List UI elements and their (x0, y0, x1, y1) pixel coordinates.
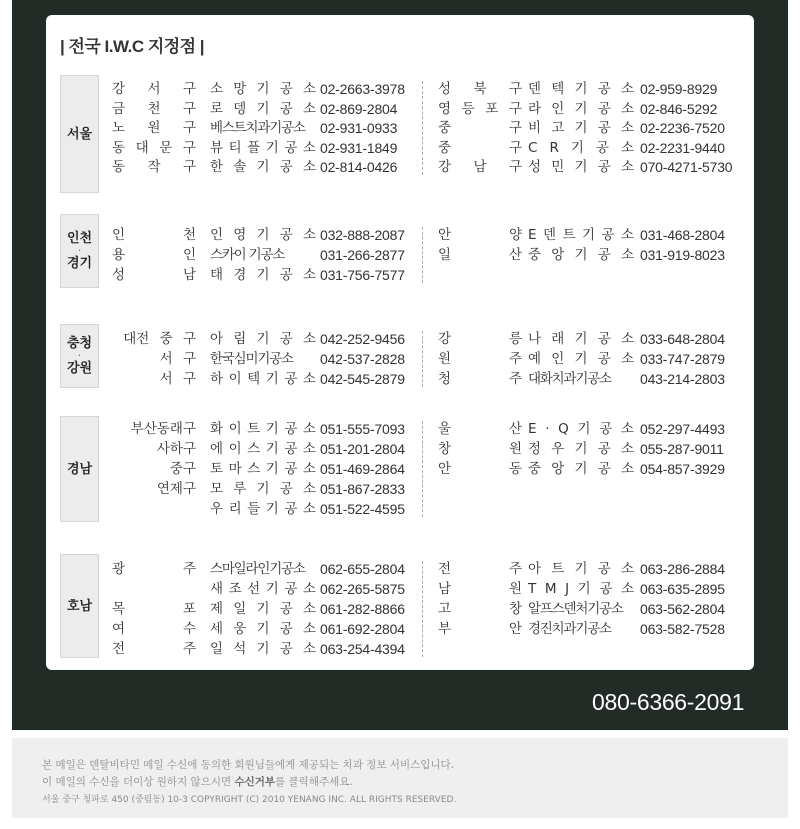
entry-area: 창 원 (438, 441, 522, 457)
entry-area: 안 동 (438, 461, 522, 477)
lab-entry (46, 419, 746, 439)
entry-phone: 032-888-2087 (320, 227, 405, 243)
lab-entry (46, 639, 746, 659)
entry-lab-name: 토 마 스 기 공 소 (210, 461, 316, 477)
entry-phone: 055-287-9011 (640, 441, 724, 457)
entry-area: 대전 중 구 (123, 331, 196, 347)
entry-phone: 02-2236-7520 (640, 120, 725, 136)
entry-lab-name: 정 우 기 공 소 (528, 441, 634, 457)
entry-area: 여 수 (112, 621, 196, 637)
entry-area: 금 천 구 (112, 100, 196, 117)
entry-lab-name: 한국심미기공소 (210, 351, 293, 367)
region-label-text: 경남 (66, 461, 93, 477)
entry-area: 중 구 (438, 139, 522, 156)
entry-lab-name: 세 웅 기 공 소 (210, 621, 316, 637)
lab-entry (46, 329, 746, 349)
entry-lab-name: 대화치과기공소 (528, 371, 611, 387)
entry-lab-name: 베스트치과기공소 (210, 120, 305, 136)
entry-lab-name: 아 트 기 공 소 (528, 561, 634, 577)
entry-area: 안 양 (438, 227, 522, 243)
lab-entry (46, 499, 746, 519)
region-label-text: 충청 (66, 336, 93, 351)
entry-phone: 02-814-0426 (320, 159, 398, 175)
region-label-text: 호남 (66, 598, 93, 614)
entry-phone: 042-545-2879 (320, 371, 405, 387)
region-label-text: · (77, 349, 82, 362)
entry-phone: 02-2231-9440 (640, 139, 725, 156)
entry-phone: 033-648-2804 (640, 331, 725, 347)
entry-lab-name: 일 석 기 공 소 (210, 641, 316, 657)
entry-area: 전 주 (438, 561, 522, 577)
entry-area: 청 주 (438, 371, 522, 387)
region-label-text: 서울 (66, 126, 93, 142)
entry-lab-name: 하 이 텍 기 공 소 (210, 371, 316, 387)
lab-entry (46, 157, 746, 177)
entry-lab-name: 라 인 기 공 소 (528, 100, 634, 117)
entry-phone: 063-254-4394 (320, 641, 405, 657)
entry-lab-name: 로 뎅 기 공 소 (210, 100, 316, 117)
entry-phone: 052-297-4493 (640, 421, 725, 437)
entry-area: 사하구 (156, 441, 196, 457)
entry-lab-name: 새 조 선 기 공 소 (210, 581, 316, 597)
entry-phone: 043-214-2803 (640, 371, 725, 387)
entry-lab-name: 에 이 스 기 공 소 (210, 441, 316, 457)
entry-phone: 031-756-7577 (320, 267, 405, 283)
entry-area: 목 포 (112, 601, 196, 617)
entry-phone: 061-692-2804 (320, 621, 405, 637)
lab-entry (46, 479, 746, 499)
lab-entry (46, 619, 746, 639)
directory-title: | 전국 I.W.C 지정점 | (60, 37, 205, 56)
entry-lab-name: 인 영 기 공 소 (210, 227, 316, 243)
entry-phone: 02-846-5292 (640, 100, 718, 117)
entry-area: 고 창 (438, 601, 522, 617)
entry-phone: 031-468-2804 (640, 227, 725, 243)
entry-lab-name: 덴 텍 기 공 소 (528, 81, 634, 97)
lab-entry (46, 459, 746, 479)
lab-entry (46, 599, 746, 619)
unsubscribe-link[interactable]: 수신거부 (234, 776, 276, 788)
entry-lab-name: 예 인 기 공 소 (528, 351, 634, 367)
lab-entry (46, 439, 746, 459)
entry-phone: 02-931-1849 (320, 139, 398, 156)
entry-lab-name: 모 루 기 공 소 (210, 481, 316, 497)
entry-lab-name: 화 이 트 기 공 소 (210, 421, 316, 437)
entry-lab-name: 태 경 기 공 소 (210, 267, 316, 283)
lab-entry (46, 265, 746, 285)
entry-area: 남 원 (438, 581, 522, 597)
entry-area: 강 남 구 (438, 159, 522, 175)
entry-area: 동 작 구 (112, 159, 196, 175)
entry-lab-name: 스카이 기공소 (210, 247, 285, 263)
entry-phone: 02-959-8929 (640, 81, 718, 97)
entry-lab-name: 성 민 기 공 소 (528, 159, 634, 175)
entry-area: 서 구 (159, 371, 196, 387)
lab-entry (46, 245, 746, 265)
entry-phone: 051-867-2833 (320, 481, 405, 497)
footer-notice: 본 메일은 덴탈비타민 메일 수신에 동의한 회원님들에게 제공되는 치과 정보 서비스입니다. (42, 759, 455, 771)
lab-entry (46, 138, 746, 158)
entry-lab-name: T M J 기 공 소 (528, 581, 634, 597)
entry-area: 부산동래구 (130, 421, 196, 437)
hotline-number: 080-6366-2091 (592, 689, 745, 715)
entry-area: 서 구 (159, 351, 196, 367)
entry-phone: 051-201-2804 (320, 441, 405, 457)
entry-lab-name: 나 래 기 공 소 (528, 331, 634, 347)
entry-area: 원 주 (438, 351, 522, 367)
entry-phone: 063-582-7528 (640, 621, 725, 637)
entry-phone: 063-562-2804 (640, 601, 725, 617)
lab-entry (46, 579, 746, 599)
entry-lab-name: 중 앙 기 공 소 (528, 461, 634, 477)
entry-lab-name: 소 망 기 공 소 (210, 81, 316, 97)
lab-entry (46, 369, 746, 389)
entry-area: 노 원 구 (112, 120, 196, 136)
entry-lab-name: E · Q 기 공 소 (528, 421, 634, 437)
entry-area: 일 산 (438, 247, 522, 263)
entry-lab-name: 한 솔 기 공 소 (210, 159, 316, 175)
entry-area: 전 주 (112, 641, 196, 657)
entry-lab-name: 스마일라인기공소 (210, 561, 305, 577)
entry-lab-name: 뷰 티 플 기 공 소 (210, 139, 316, 156)
entry-phone: 042-537-2828 (320, 351, 405, 367)
footer-unsubscribe-text: 이 메일의 수신을 더이상 원하지 않으시면 수신거부를 클릭해주세요. (42, 776, 353, 788)
entry-phone: 051-555-7093 (320, 421, 405, 437)
entry-lab-name: 제 일 기 공 소 (210, 601, 316, 617)
entry-phone: 033-747-2879 (640, 351, 725, 367)
entry-area: 성 북 구 (438, 81, 522, 97)
entry-phone: 02-931-0933 (320, 120, 398, 136)
entry-area: 연제구 (156, 481, 196, 497)
entry-phone: 02-869-2804 (320, 100, 398, 117)
entry-lab-name: 아 림 기 공 소 (210, 331, 316, 347)
footer-copyright: 서울 중구 청파로 450 (중림동) 10-3 COPYRIGHT (C) 2010 YENANG INC. ALL RIGHTS RESERVED. (42, 795, 457, 805)
entry-lab-name: 우 리 들 기 공 소 (210, 501, 316, 517)
entry-area: 영 등 포 구 (438, 100, 522, 117)
entry-area: 부 안 (438, 621, 522, 637)
entry-area: 강 서 구 (112, 81, 196, 97)
entry-lab-name: 중 앙 기 공 소 (528, 247, 634, 263)
lab-entry (46, 79, 746, 99)
entry-area: 중구 (169, 461, 196, 477)
entry-area: 광 주 (112, 561, 196, 577)
entry-phone: 062-655-2804 (320, 561, 405, 577)
region-label-text: · (77, 244, 82, 257)
entry-area: 강 릉 (438, 331, 522, 347)
entry-phone: 063-286-2884 (640, 561, 725, 577)
footer (12, 738, 788, 818)
entry-area: 용 인 (112, 247, 196, 263)
entry-area: 인 천 (112, 227, 196, 243)
entry-lab-name: 비 고 기 공 소 (528, 120, 634, 136)
entry-lab-name: 알프스덴처기공소 (528, 601, 623, 617)
entry-phone: 051-469-2864 (320, 461, 405, 477)
entry-lab-name: 경진치과기공소 (528, 621, 611, 637)
entry-phone: 031-919-8023 (640, 247, 725, 263)
entry-phone: 054-857-3929 (640, 461, 725, 477)
entry-area: 중 구 (438, 120, 522, 136)
entry-phone: 070-4271-5730 (640, 159, 733, 175)
entry-phone: 062-265-5875 (320, 581, 405, 597)
entry-phone: 063-635-2895 (640, 581, 725, 597)
entry-lab-name: C R 기 공 소 (528, 139, 634, 156)
lab-entry (46, 349, 746, 369)
entry-area: 동 대 문 구 (112, 139, 196, 156)
entry-phone: 061-282-8866 (320, 601, 405, 617)
entry-phone: 051-522-4595 (320, 501, 405, 517)
entry-phone: 02-2663-3978 (320, 81, 405, 97)
lab-entry (46, 225, 746, 245)
directory-card (46, 15, 754, 670)
lab-entry (46, 559, 746, 579)
entry-lab-name: E 덴 트 기 공 소 (528, 227, 634, 243)
entry-area: 울 산 (438, 421, 522, 437)
lab-entry (46, 118, 746, 138)
entry-phone: 031-266-2877 (320, 247, 405, 263)
region-label-text: 경기 (66, 256, 93, 271)
lab-entry (46, 99, 746, 119)
region-label-text: 인천 (66, 231, 93, 246)
entry-phone: 042-252-9456 (320, 331, 405, 347)
region-label-text: 강원 (66, 361, 93, 376)
entry-area: 성 남 (112, 267, 196, 283)
